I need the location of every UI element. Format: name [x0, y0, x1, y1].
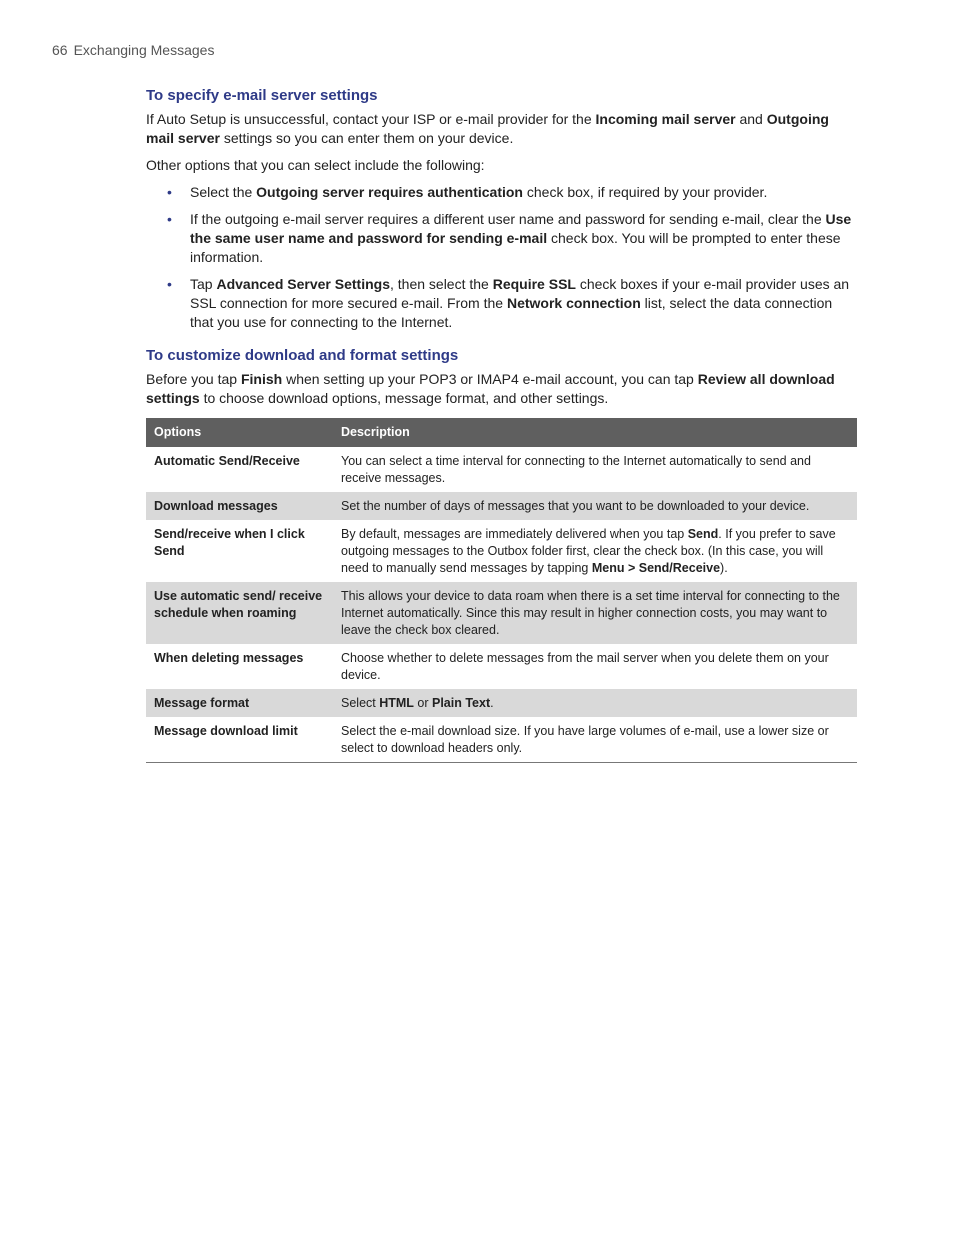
bold-term: Send — [687, 527, 719, 541]
option-name: Message format — [146, 689, 333, 717]
option-name: Automatic Send/Receive — [154, 454, 300, 468]
text-run: Select the — [190, 184, 257, 200]
text-run: to choose download options, message format, and other settings. — [199, 390, 609, 406]
option-description — [333, 492, 857, 520]
option-description — [333, 689, 857, 717]
text-run: . If you prefer to save outgoing messages to the Outbox folder first, clear the check box. (In this case, you will need to manually send messages by tapping — [341, 527, 836, 575]
bold-term: Outgoing server requires authentication — [256, 184, 523, 200]
text-run: , then select the — [389, 276, 493, 292]
text-run: . — [490, 696, 494, 710]
bullet-list — [146, 183, 857, 332]
table-row — [146, 689, 857, 717]
text-run: settings so you can enter them on your device. — [219, 130, 514, 146]
text-run: Choose whether to delete messages from the mail server when you delete them on your device. — [341, 651, 829, 682]
running-head-section: Exchanging Messages — [73, 42, 215, 58]
text-run: Set the number of days of messages that you want to be downloaded to your device. — [341, 499, 810, 513]
option-description — [333, 582, 857, 644]
text-run: Before you tap — [146, 371, 241, 387]
text-run: By default, messages are immediately delivered when you tap — [341, 527, 688, 541]
bold-term: HTML — [379, 696, 414, 710]
table-header-row — [146, 418, 857, 447]
list-item — [146, 210, 857, 267]
bold-term: Network connection — [506, 295, 641, 311]
list-item — [146, 275, 857, 332]
page-content — [146, 86, 857, 763]
page-number: 66 — [52, 42, 68, 58]
bold-term: Advanced Server Settings — [216, 276, 390, 292]
text-run: If the outgoing e-mail server requires a different user name and password for sending e-mail, clear the — [190, 211, 826, 227]
option-name: Message download limit — [154, 724, 298, 738]
paragraph-before-finish — [146, 370, 857, 408]
column-header-options: Options — [146, 418, 333, 447]
option-description — [333, 447, 857, 492]
option-name: Use automatic send/ receive schedule when roaming — [146, 582, 333, 644]
bold-term: Require SSL — [492, 276, 576, 292]
table-row — [146, 717, 857, 763]
text-run: or — [413, 696, 432, 710]
section-download-format — [146, 346, 857, 408]
section-heading-download-format: To customize download and format settings — [146, 347, 459, 364]
bold-term: Incoming mail server — [595, 111, 736, 127]
table-row — [146, 492, 857, 520]
bold-term: Plain Text — [432, 696, 491, 710]
text-run: check boxes if your e-mail provider uses an SSL connection for more secured e-mail. From the — [190, 276, 850, 311]
text-run: when setting up your POP3 or IMAP4 e-mail account, you can tap — [282, 371, 698, 387]
text-run: ). — [720, 561, 728, 575]
bold-term: Outgoing mail server — [146, 111, 829, 146]
option-name: Send/receive when I click Send — [154, 527, 305, 558]
bold-term: Finish — [240, 371, 283, 387]
text-run: Tap — [190, 276, 217, 292]
option-name: Download messages — [146, 492, 333, 520]
table-row — [146, 644, 857, 689]
option-name: When deleting messages — [154, 651, 304, 665]
text-run: If Auto Setup is unsuccessful, contact your ISP or e-mail provider for the — [146, 111, 596, 127]
option-description — [333, 717, 857, 763]
bold-term: Use the same user name and password for sending e-mail — [190, 211, 852, 246]
table-row — [146, 520, 857, 582]
bullet-icon: • — [167, 276, 172, 292]
bullet-icon: • — [167, 211, 172, 227]
text-run: Select — [341, 696, 380, 710]
bullet-icon: • — [167, 184, 172, 200]
text-run: list, select the data connection that you use for connecting to the Internet. — [190, 295, 833, 330]
section-heading-server-settings: To specify e-mail server settings — [146, 87, 378, 104]
running-head — [52, 42, 214, 58]
text-run: You can select a time interval for connecting to the Internet automatically to send and receive messages. — [341, 454, 811, 485]
table-row — [146, 447, 857, 492]
table-row — [146, 582, 857, 644]
paragraph-auto-setup — [146, 110, 857, 148]
text-run: check box, if required by your provider. — [522, 184, 768, 200]
option-description — [333, 520, 857, 582]
text-run: This allows your device to data roam when there is a set time interval for connecting to the Internet automatically. Since this may result in higher connection costs, you may want to leave the check box cleared. — [341, 589, 840, 637]
bold-term: Review all download settings — [146, 371, 835, 406]
text-run: Select the e-mail download size. If you have large volumes of e-mail, use a lower size or select to download headers only. — [341, 724, 829, 755]
options-table — [146, 418, 857, 763]
option-description — [333, 644, 857, 689]
column-header-description: Description — [333, 418, 857, 447]
text-run: and — [735, 111, 767, 127]
paragraph-other-options: Other options that you can select include the following: — [146, 157, 485, 173]
text-run: check box. You will be prompted to enter these information. — [190, 230, 841, 265]
bold-term: Menu > Send/Receive — [591, 561, 721, 575]
list-item — [146, 183, 857, 202]
